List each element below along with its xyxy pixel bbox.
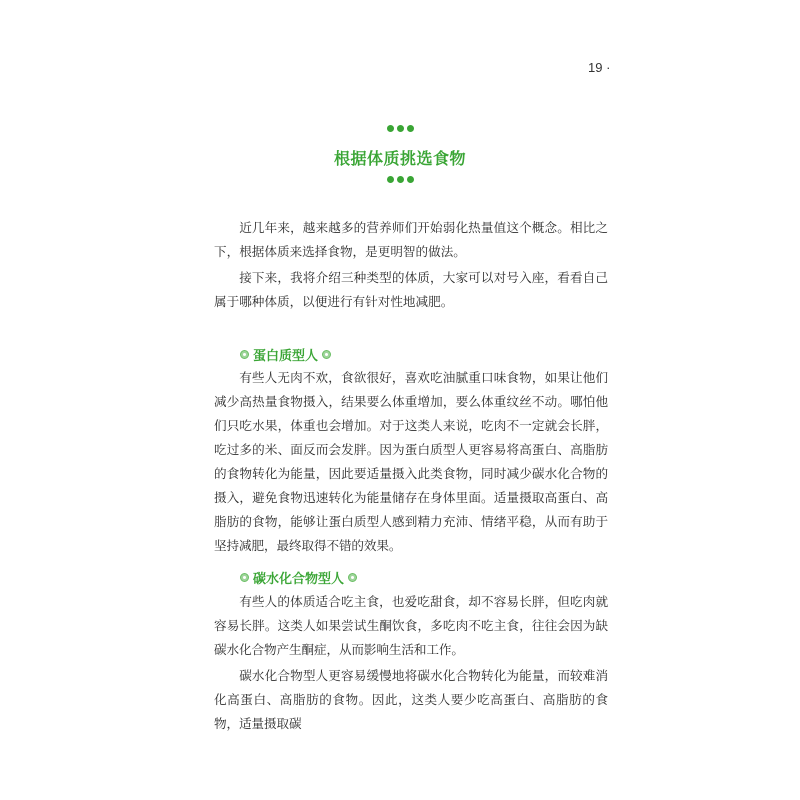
intro-paragraph-1: 近几年来，越来越多的营养师们开始弱化热量值这个概念。相比之下，根据体质来选择食物，是更明智的做法。 bbox=[214, 220, 608, 259]
dot-icon bbox=[387, 125, 394, 132]
title-dots-bottom bbox=[0, 176, 800, 183]
section-heading-carbohydrate bbox=[240, 568, 357, 587]
circle-bullet-icon bbox=[240, 350, 249, 359]
dot-icon bbox=[397, 176, 404, 183]
circle-bullet-icon bbox=[348, 573, 357, 582]
title-dots-top bbox=[0, 125, 800, 132]
section-title: 碳水化合物型人 bbox=[253, 572, 345, 587]
section-title: 蛋白质型人 bbox=[253, 349, 319, 364]
intro-paragraph-2: 接下来，我将介绍三种类型的体质，大家可以对号入座，看看自己属于哪种体质，以便进行有针对性地减肥。 bbox=[214, 270, 608, 309]
page-number: 19 · bbox=[588, 60, 611, 75]
section-heading-protein bbox=[240, 345, 331, 364]
page-title: 根据体质挑选食物 bbox=[333, 149, 466, 168]
protein-paragraph: 有些人无肉不欢，食欲很好，喜欢吃油腻重口味食物，如果让他们减少高热量食物摄入，结果要么体重增加，要么体重纹丝不动。哪怕他们只吃水果，体重也会增加。对于这类人来说，吃肉不一定就会长胖，吃过多的米、面反而会发胖。因为蛋白质型人更容易将高蛋白、高脂肪的食物转化为能量，因此要适量摄入此类食物，同时减少碳水化合物的摄入，避免食物迅速转化为能量储存在身体里面。适量摄取高蛋白、高脂肪的食物，能够让蛋白质型人感到精力充沛、情绪平稳，从而有助于坚持减肥，最终取得不错的效果。 bbox=[214, 370, 608, 553]
circle-bullet-icon bbox=[322, 350, 331, 359]
carbohydrate-paragraph-1: 有些人的体质适合吃主食，也爱吃甜食，却不容易长胖，但吃肉就容易长胖。这类人如果尝试生酮饮食，多吃肉不吃主食，往往会因为缺碳水化合物产生酮症，从而影响生活和工作。 bbox=[214, 594, 608, 657]
dot-icon bbox=[387, 176, 394, 183]
dot-icon bbox=[397, 125, 404, 132]
circle-bullet-icon bbox=[240, 573, 249, 582]
dot-icon bbox=[407, 176, 414, 183]
dot-icon bbox=[407, 125, 414, 132]
carbohydrate-paragraph-2: 碳水化合物型人更容易缓慢地将碳水化合物转化为能量，而较难消化高蛋白、高脂肪的食物。因此，这类人要少吃高蛋白、高脂肪的食物，适量摄取碳 bbox=[214, 668, 608, 731]
